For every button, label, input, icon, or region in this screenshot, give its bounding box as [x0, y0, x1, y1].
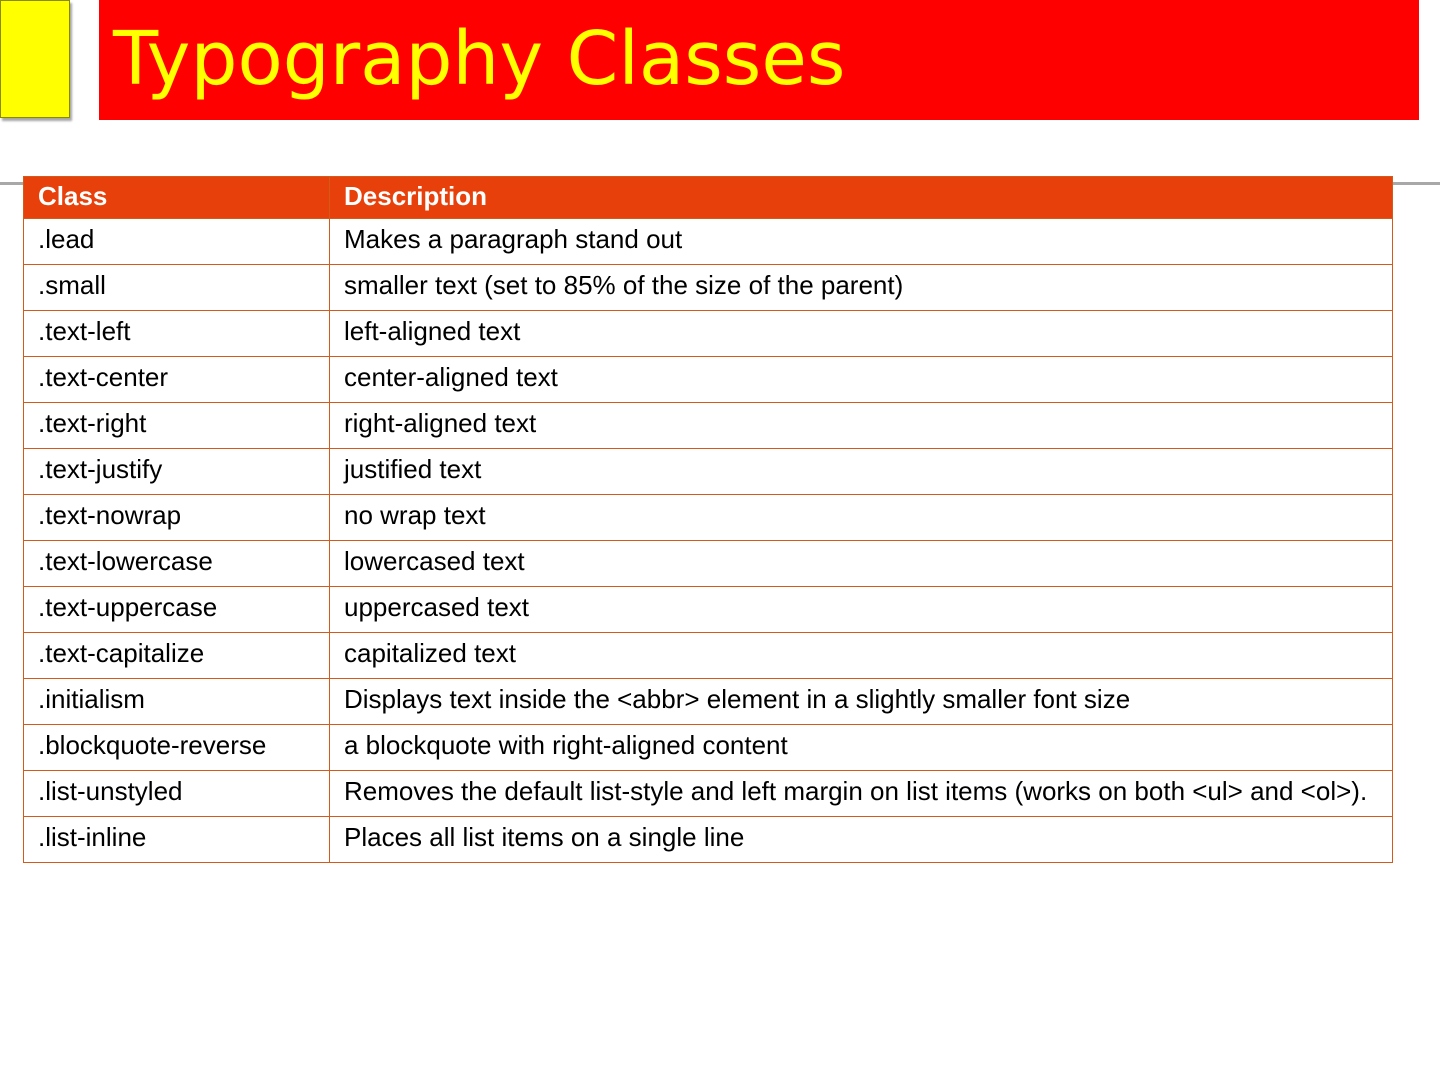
description-cell: no wrap text: [330, 495, 1393, 541]
class-cell: .list-unstyled: [24, 771, 330, 817]
table-row: [24, 541, 1393, 587]
typography-classes-table: [23, 176, 1393, 863]
accent-square: [0, 0, 70, 118]
description-cell: lowercased text: [330, 541, 1393, 587]
class-cell: .text-capitalize: [24, 633, 330, 679]
description-cell: left-aligned text: [330, 311, 1393, 357]
class-cell: .text-justify: [24, 449, 330, 495]
description-cell: center-aligned text: [330, 357, 1393, 403]
table-row: [24, 357, 1393, 403]
class-cell: .blockquote-reverse: [24, 725, 330, 771]
table-row: [24, 587, 1393, 633]
description-cell: uppercased text: [330, 587, 1393, 633]
title-banner: [99, 0, 1419, 120]
description-cell: right-aligned text: [330, 403, 1393, 449]
description-cell: Displays text inside the <abbr> element in a slightly smaller font size: [330, 679, 1393, 725]
class-cell: .text-uppercase: [24, 587, 330, 633]
table-row: [24, 403, 1393, 449]
table-row: [24, 771, 1393, 817]
table-row: [24, 725, 1393, 771]
table-row: [24, 495, 1393, 541]
class-cell: .text-center: [24, 357, 330, 403]
class-cell: .lead: [24, 219, 330, 265]
table-row: [24, 679, 1393, 725]
class-cell: .initialism: [24, 679, 330, 725]
description-cell: smaller text (set to 85% of the size of the parent): [330, 265, 1393, 311]
description-cell: Places all list items on a single line: [330, 817, 1393, 863]
class-cell: .text-right: [24, 403, 330, 449]
description-cell: a blockquote with right-aligned content: [330, 725, 1393, 771]
description-cell: Removes the default list-style and left margin on list items (works on both <ul> and <ol>).: [330, 771, 1393, 817]
class-cell: .list-inline: [24, 817, 330, 863]
description-cell: capitalized text: [330, 633, 1393, 679]
table-row: [24, 265, 1393, 311]
slide-title: Typography Classes: [113, 16, 846, 102]
class-cell: .text-nowrap: [24, 495, 330, 541]
table-row: [24, 449, 1393, 495]
table-row: [24, 817, 1393, 863]
table-row: [24, 633, 1393, 679]
header-class: Class: [24, 177, 330, 219]
class-cell: .small: [24, 265, 330, 311]
class-cell: .text-lowercase: [24, 541, 330, 587]
header-description: Description: [330, 177, 1393, 219]
table-row: [24, 219, 1393, 265]
class-cell: .text-left: [24, 311, 330, 357]
description-cell: Makes a paragraph stand out: [330, 219, 1393, 265]
table-row: [24, 311, 1393, 357]
description-cell: justified text: [330, 449, 1393, 495]
table-header-row: [24, 177, 1393, 219]
